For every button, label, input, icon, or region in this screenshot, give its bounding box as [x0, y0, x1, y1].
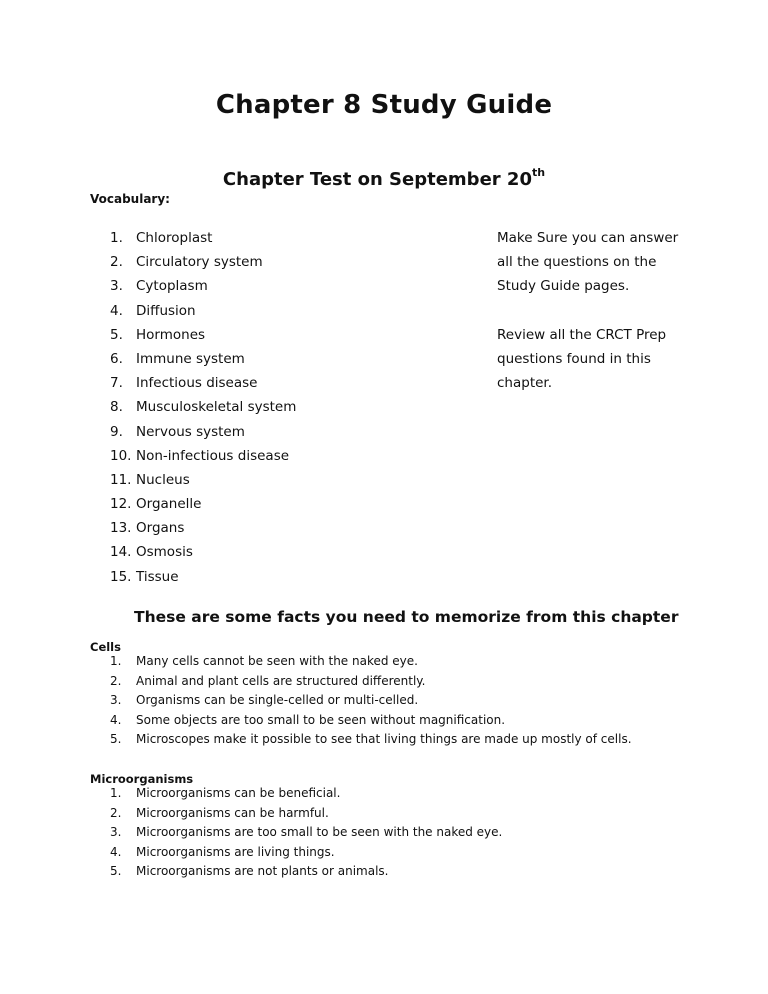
item-number: 2. [110, 254, 123, 271]
item-number: 7. [110, 375, 123, 392]
item-text: Immune system [136, 350, 245, 367]
subtitle-superscript: th [531, 166, 546, 179]
item-text: Microorganisms are too small to be seen with the naked eye. [136, 825, 503, 839]
item-number: 14. [110, 544, 132, 561]
list-item [110, 804, 502, 824]
list-item [110, 565, 296, 589]
list-item [110, 652, 632, 672]
item-number: 3. [110, 825, 122, 839]
list-item [110, 371, 296, 395]
item-text: Hormones [136, 326, 206, 343]
item-number: 10. [110, 447, 132, 464]
list-item [110, 274, 296, 298]
item-text: Organelle [136, 496, 202, 513]
list-item [110, 691, 632, 711]
list-item [110, 299, 296, 323]
item-number: 1. [110, 654, 122, 668]
item-text: Organisms can be single-celled or multi-celled. [136, 693, 419, 707]
item-number: 2. [110, 805, 122, 820]
item-number: 8. [110, 399, 123, 416]
list-item [110, 468, 296, 492]
vocabulary-list [110, 226, 296, 589]
item-number: 1. [110, 786, 122, 800]
list-item [110, 226, 296, 250]
item-text: Musculoskeletal system [136, 399, 297, 416]
item-number: 6. [110, 350, 123, 367]
item-number: 4. [110, 302, 123, 319]
subtitle-text: Chapter Test on September 20 [222, 169, 532, 190]
list-item [110, 323, 296, 347]
item-number: 4. [110, 844, 122, 859]
item-text: Many cells cannot be seen with the naked eye. [136, 654, 418, 668]
facts-heading: These are some facts you need to memorize from this chapter [134, 608, 679, 626]
study-notes [497, 226, 687, 395]
cells-facts-list [110, 652, 632, 750]
item-text: Microscopes make it possible to see that living things are made up mostly of cells. [136, 732, 632, 746]
item-number: 2. [110, 673, 122, 688]
item-text: Nucleus [136, 471, 190, 488]
item-text: Tissue [136, 568, 179, 585]
item-number: 5. [110, 864, 122, 878]
item-text: Infectious disease [136, 375, 258, 392]
microorganisms-facts-list [110, 784, 502, 882]
list-item [110, 492, 296, 516]
item-text: Animal and plant cells are structured differently. [136, 673, 426, 688]
list-item [110, 395, 296, 419]
page-subtitle [0, 168, 768, 190]
item-number: 1. [110, 230, 123, 246]
item-number: 11. [110, 471, 132, 488]
list-item [110, 516, 296, 540]
list-item [110, 444, 296, 468]
list-item [110, 711, 632, 731]
cells-heading: Cells [90, 640, 121, 654]
list-item [110, 784, 502, 804]
item-number: 13. [110, 520, 132, 537]
item-text: Some objects are too small to be seen without magnification. [136, 712, 506, 727]
item-number: 12. [110, 496, 132, 513]
item-number: 3. [110, 278, 123, 295]
item-number: 5. [110, 326, 123, 343]
item-text: Microorganisms can be beneficial. [136, 786, 341, 800]
item-text: Osmosis [136, 544, 193, 561]
item-number: 9. [110, 423, 123, 440]
list-item [110, 347, 296, 371]
list-item [110, 862, 502, 882]
item-number: 15. [110, 568, 132, 585]
item-text: Nervous system [136, 423, 245, 440]
vocabulary-heading: Vocabulary: [90, 192, 170, 206]
item-text: Microorganisms are living things. [136, 844, 335, 859]
item-text: Circulatory system [136, 254, 263, 271]
microorganisms-heading: Microorganisms [90, 772, 194, 786]
item-text: Diffusion [136, 302, 196, 319]
item-number: 5. [110, 732, 122, 746]
item-number: 3. [110, 693, 122, 707]
item-text: Non-infectious disease [136, 447, 290, 464]
list-item [110, 730, 632, 750]
list-item [110, 540, 296, 564]
item-text: Microorganisms are not plants or animals. [136, 864, 389, 878]
list-item [110, 420, 296, 444]
study-note-study-guide: Make Sure you can answer all the questions on the Study Guide pages. [497, 230, 679, 295]
list-item [110, 250, 296, 274]
item-text: Organs [136, 520, 185, 537]
study-note-crct-prep: Review all the CRCT Prep questions found in this chapter. [497, 326, 667, 392]
item-number: 4. [110, 712, 122, 727]
item-text: Chloroplast [136, 230, 213, 246]
item-text: Cytoplasm [136, 278, 208, 295]
item-text: Microorganisms can be harmful. [136, 805, 329, 820]
list-item [110, 843, 502, 863]
page-title: Chapter 8 Study Guide [215, 90, 553, 120]
list-item [110, 823, 502, 843]
list-item [110, 672, 632, 692]
